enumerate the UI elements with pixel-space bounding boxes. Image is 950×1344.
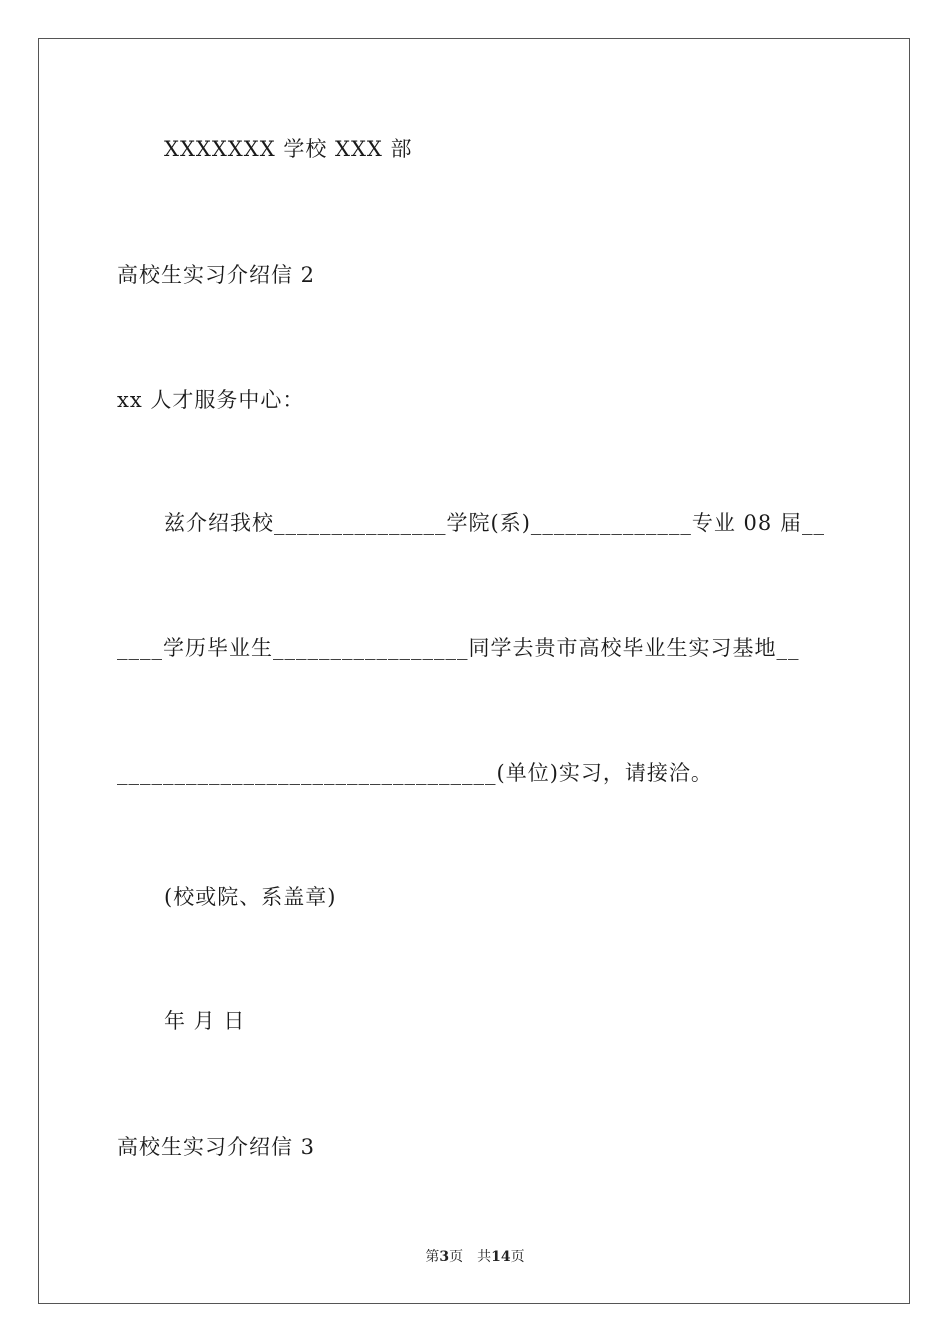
body-line-2: ____学历毕业生_________________同学去贵市高校毕业生实习基地__ [117, 636, 800, 660]
footer-total-pages: 14 [491, 1249, 511, 1265]
page-footer [0, 1247, 950, 1267]
section-title-3: 高校生实习介绍信 3 [117, 1135, 316, 1159]
footer-prefix: 第 [425, 1249, 440, 1265]
footer-page-number: 3 [439, 1249, 450, 1265]
recipient-line: xx 人才服务中心： [117, 388, 305, 412]
footer-suffix: 页 [510, 1249, 525, 1265]
section-title-2: 高校生实习介绍信 2 [117, 263, 316, 287]
seal-line: (校或院、系盖章) [164, 885, 337, 909]
body-line-1: 兹介绍我校_______________学院(系)______________专业 08 届__ [164, 511, 825, 535]
page-border [38, 38, 910, 1304]
body-line-3: _________________________________(单位)实习，请接洽。 [117, 761, 713, 785]
date-line: 年 月 日 [164, 1009, 246, 1033]
sender-line: XXXXXXX 学校 XXX 部 [164, 137, 413, 161]
footer-mid: 页 共 [449, 1249, 492, 1265]
